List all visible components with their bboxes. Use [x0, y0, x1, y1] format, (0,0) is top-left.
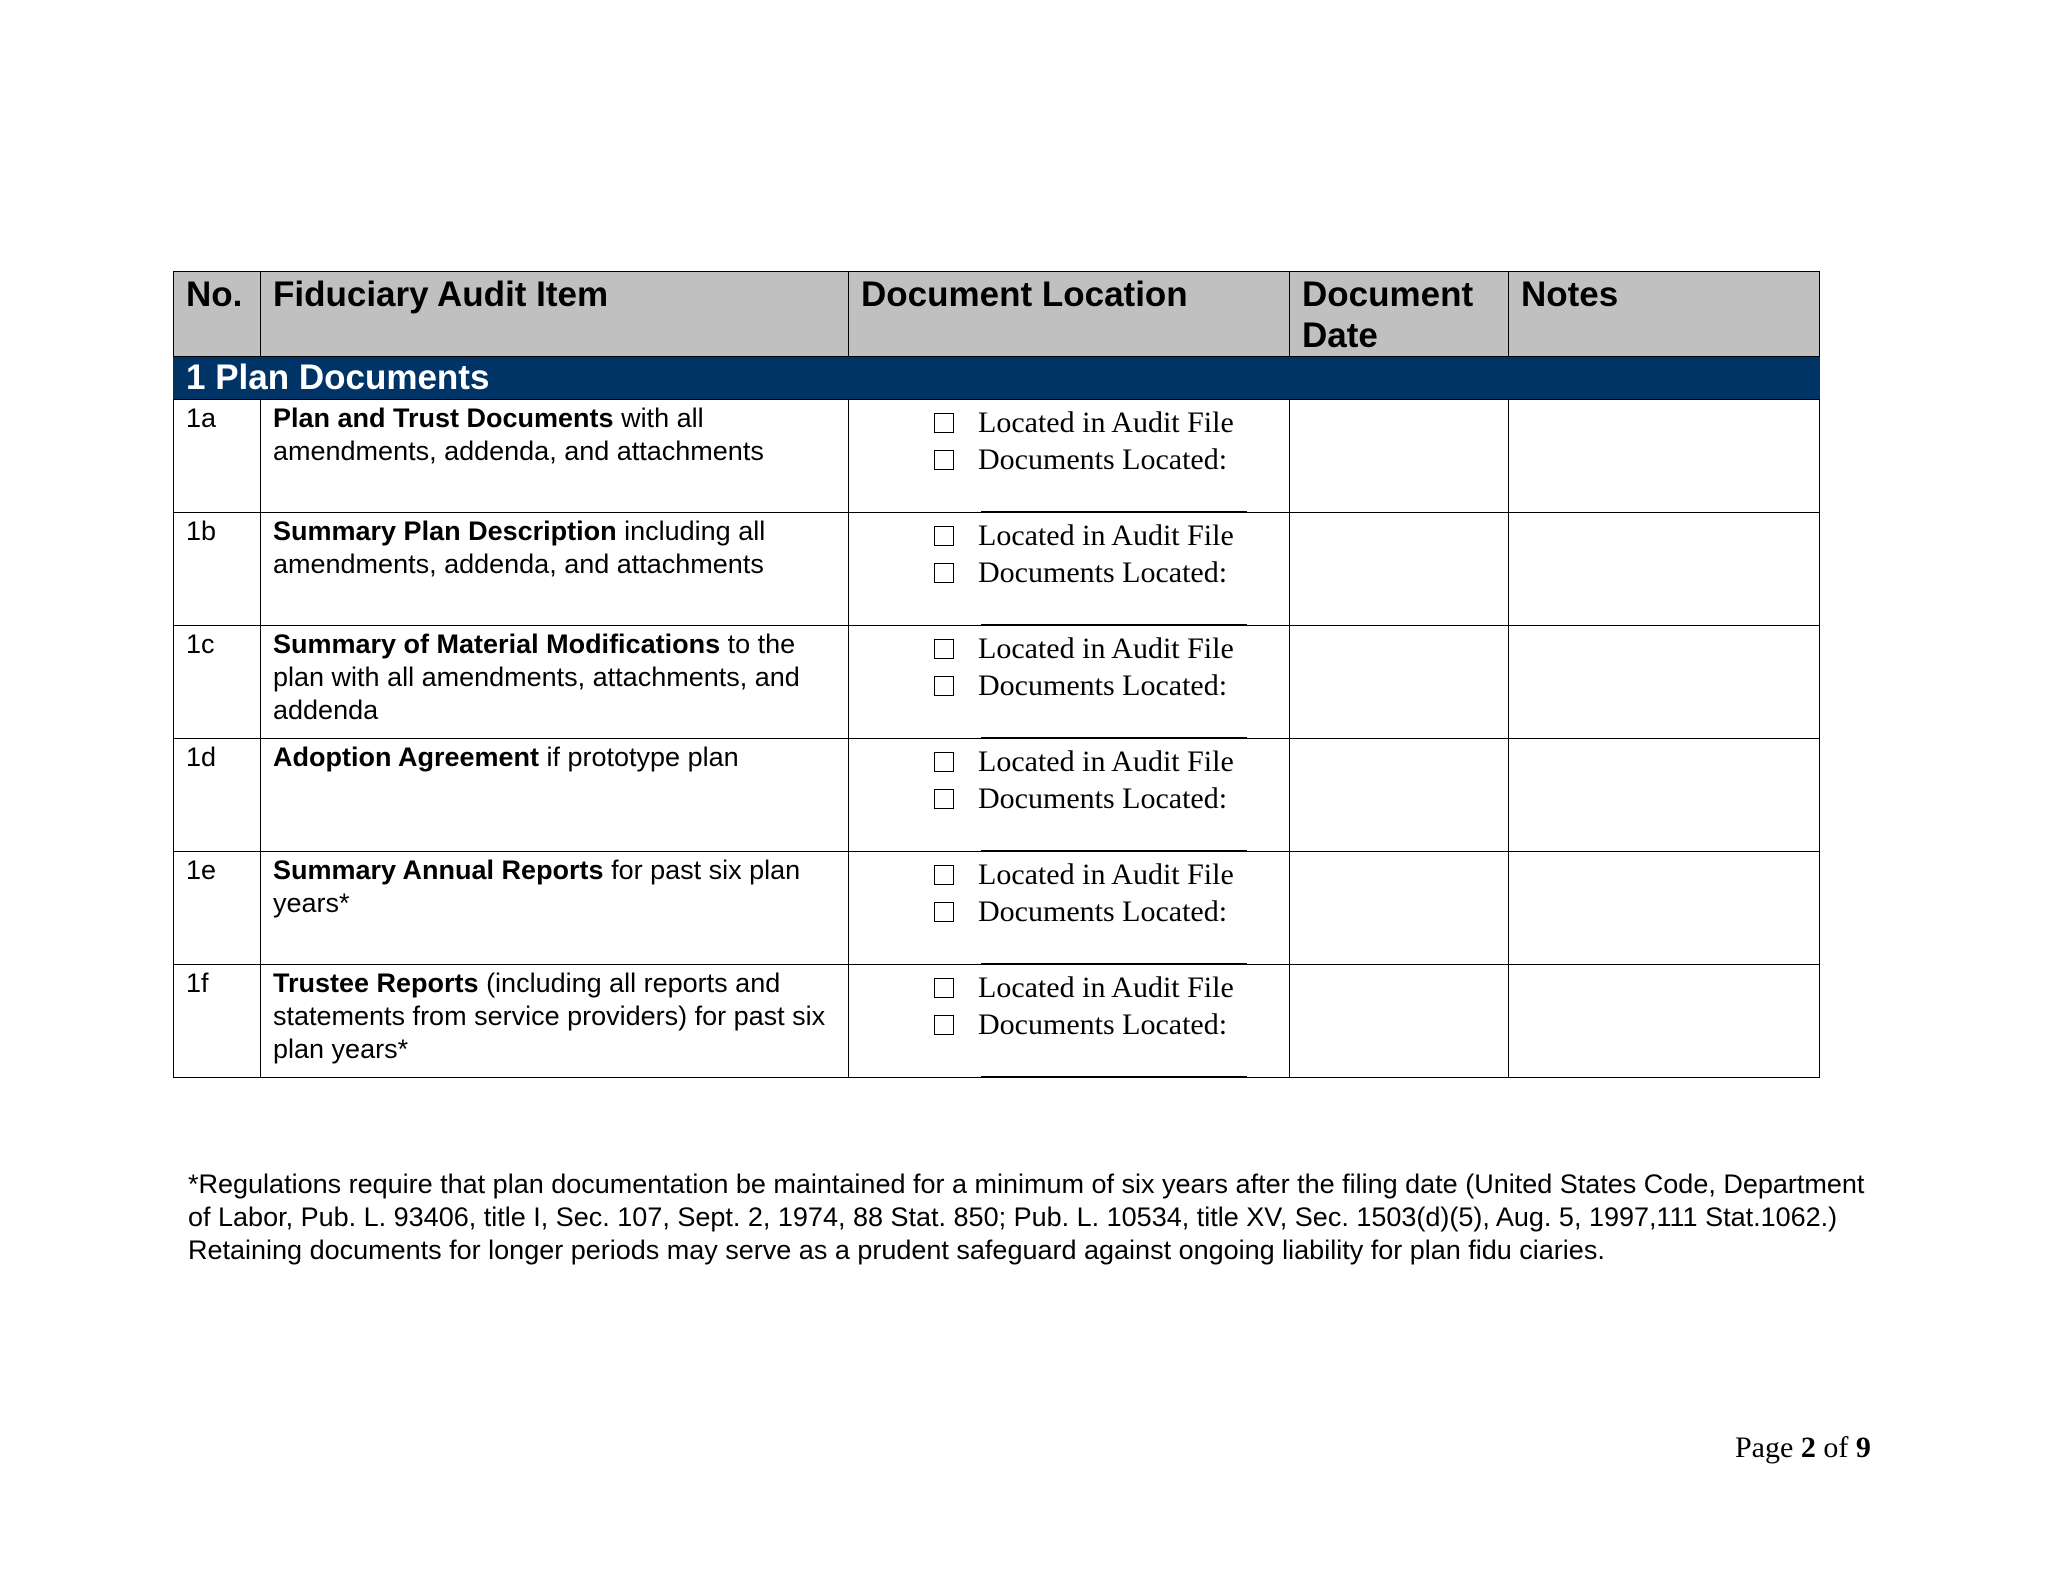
option-documents-located[interactable] [934, 893, 1234, 930]
checkbox-documents-located[interactable] [934, 676, 954, 696]
audit-item-title: Summary Annual Reports [273, 855, 604, 885]
location-options [934, 517, 1234, 591]
row-number: 1b [174, 513, 261, 626]
page-of: of [1823, 1431, 1849, 1464]
document-date-cell[interactable] [1290, 513, 1509, 626]
audit-item-title: Plan and Trust Documents [273, 403, 614, 433]
table-row [174, 400, 1820, 513]
document-date-cell[interactable] [1290, 739, 1509, 852]
location-fill-in-line[interactable] [981, 1076, 1247, 1077]
location-options [934, 743, 1234, 817]
audit-item-cell [261, 626, 849, 739]
audit-item-description: to the plan with all amendments, attachments, and addenda [273, 629, 800, 725]
option-located-in-file[interactable] [934, 517, 1234, 554]
document-date-cell[interactable] [1290, 852, 1509, 965]
audit-item-cell [261, 400, 849, 513]
row-number: 1e [174, 852, 261, 965]
header-no: No. [174, 272, 261, 357]
document-date-cell[interactable] [1290, 400, 1509, 513]
option-documents-located[interactable] [934, 780, 1234, 817]
header-document-date: Document Date [1290, 272, 1509, 357]
table-row [174, 965, 1820, 1078]
notes-cell[interactable] [1509, 400, 1820, 513]
option-located-in-file[interactable] [934, 856, 1234, 893]
page-current: 2 [1800, 1431, 1816, 1464]
checkbox-located-in-file[interactable] [934, 865, 954, 885]
notes-cell[interactable] [1509, 513, 1820, 626]
option-documents-located[interactable] [934, 1006, 1234, 1043]
table-row [174, 739, 1820, 852]
option-located-in-file[interactable] [934, 630, 1234, 667]
option-label: Documents Located: [978, 1008, 1228, 1041]
checkbox-located-in-file[interactable] [934, 526, 954, 546]
location-options [934, 404, 1234, 478]
option-label: Located in Audit File [978, 406, 1234, 439]
section-title: 1 Plan Documents [174, 357, 1820, 400]
document-location-cell [849, 513, 1290, 626]
option-label: Documents Located: [978, 443, 1228, 476]
document-location-cell [849, 965, 1290, 1078]
checkbox-located-in-file[interactable] [934, 978, 954, 998]
option-label: Documents Located: [978, 782, 1228, 815]
audit-item-cell [261, 513, 849, 626]
header-document-location: Document Location [849, 272, 1290, 357]
page-label: Page [1735, 1431, 1794, 1464]
audit-item-description: with all amendments, addenda, and attachments [273, 403, 764, 466]
option-documents-located[interactable] [934, 554, 1234, 591]
checkbox-located-in-file[interactable] [934, 413, 954, 433]
row-number: 1c [174, 626, 261, 739]
document-location-cell [849, 852, 1290, 965]
option-label: Located in Audit File [978, 632, 1234, 665]
option-label: Located in Audit File [978, 971, 1234, 1004]
checkbox-documents-located[interactable] [934, 902, 954, 922]
audit-item-description: including all amendments, addenda, and attachments [273, 516, 766, 579]
header-audit-item: Fiduciary Audit Item [261, 272, 849, 357]
notes-cell[interactable] [1509, 852, 1820, 965]
option-label: Located in Audit File [978, 519, 1234, 552]
page-number [1735, 1430, 1871, 1466]
document-location-cell [849, 739, 1290, 852]
audit-item-title: Adoption Agreement [273, 742, 539, 772]
header-notes: Notes [1509, 272, 1820, 357]
location-options [934, 969, 1234, 1043]
audit-item-title: Trustee Reports [273, 968, 479, 998]
section-row [174, 357, 1820, 400]
checkbox-documents-located[interactable] [934, 1015, 954, 1035]
table-row [174, 626, 1820, 739]
notes-cell[interactable] [1509, 965, 1820, 1078]
audit-item-cell [261, 852, 849, 965]
row-number: 1f [174, 965, 261, 1078]
option-located-in-file[interactable] [934, 969, 1234, 1006]
document-location-cell [849, 400, 1290, 513]
row-number: 1d [174, 739, 261, 852]
checkbox-documents-located[interactable] [934, 789, 954, 809]
notes-cell[interactable] [1509, 739, 1820, 852]
footnote: *Regulations require that plan documentation be maintained for a minimum of six years after the filing date (United States Code, Department of Labor, Pub. L. 93406, title I, Sec. 107, Sept. 2, 1974, 88 Stat. 850; Pub. L. 10534, title XV, Sec. 1503(d)(5), Aug. 5, 1997,111 Stat.1062.) Retaining documents for longer periods may serve as a prudent safeguard against ongoing liability for plan fidu ciaries. [188, 1169, 1865, 1265]
audit-item-description: (including all reports and statements from service providers) for past six plan years* [273, 968, 826, 1064]
page-total: 9 [1855, 1431, 1871, 1464]
option-located-in-file[interactable] [934, 743, 1234, 780]
table-row [174, 513, 1820, 626]
audit-item-title: Summary Plan Description [273, 516, 617, 546]
notes-cell[interactable] [1509, 626, 1820, 739]
option-label: Documents Located: [978, 669, 1228, 702]
checkbox-located-in-file[interactable] [934, 752, 954, 772]
location-options [934, 630, 1234, 704]
option-documents-located[interactable] [934, 667, 1234, 704]
checkbox-documents-located[interactable] [934, 450, 954, 470]
audit-item-description: if prototype plan [539, 742, 739, 772]
audit-item-cell [261, 739, 849, 852]
option-label: Documents Located: [978, 895, 1228, 928]
audit-item-cell [261, 965, 849, 1078]
fiduciary-audit-table [173, 271, 1820, 1078]
row-number: 1a [174, 400, 261, 513]
option-label: Located in Audit File [978, 745, 1234, 778]
audit-item-description: for past six plan years* [273, 855, 801, 918]
location-options [934, 856, 1234, 930]
document-date-cell[interactable] [1290, 965, 1509, 1078]
audit-item-title: Summary of Material Modifications [273, 629, 721, 659]
option-located-in-file[interactable] [934, 404, 1234, 441]
option-documents-located[interactable] [934, 441, 1234, 478]
checkbox-documents-located[interactable] [934, 563, 954, 583]
table-row [174, 852, 1820, 965]
table-header-row [174, 272, 1820, 357]
checkbox-located-in-file[interactable] [934, 639, 954, 659]
option-label: Located in Audit File [978, 858, 1234, 891]
option-label: Documents Located: [978, 556, 1228, 589]
document-location-cell [849, 626, 1290, 739]
document-date-cell[interactable] [1290, 626, 1509, 739]
